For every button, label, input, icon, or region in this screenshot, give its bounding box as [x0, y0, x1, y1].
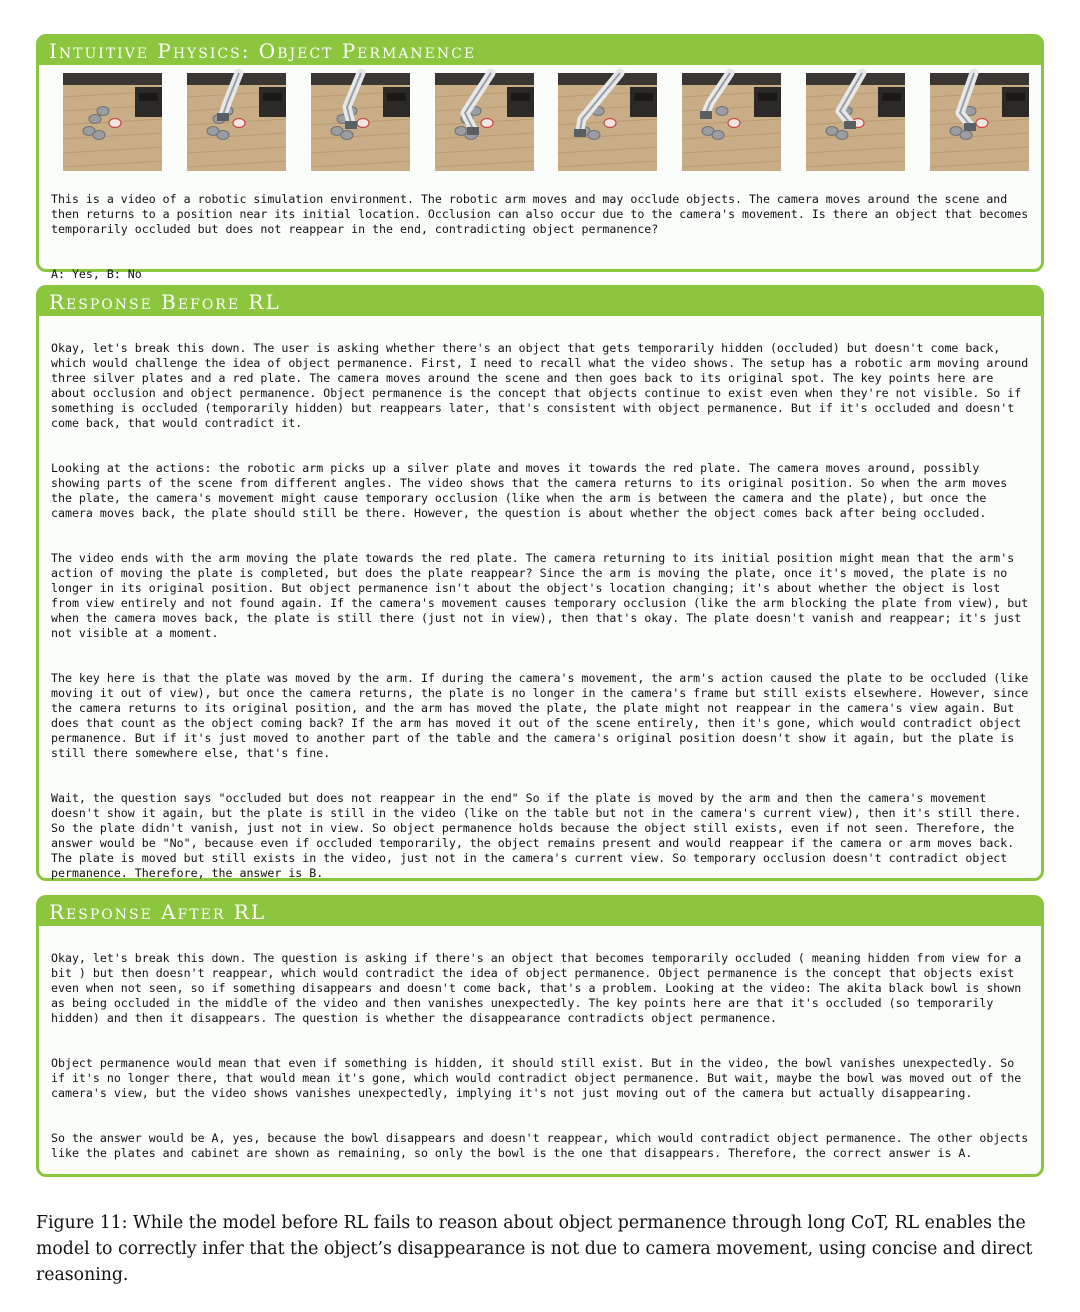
figure-caption: Figure 11: While the model before RL fails to reason about object permanence through long CoT, RL enables the model to correctly infer that the object’s disappearance is not due to camera movement, using concise and direct reasoning. — [36, 1213, 1033, 1285]
response-before-rl-title: Response Before RL — [39, 288, 1041, 316]
video-frame-6 — [682, 73, 781, 171]
video-frame-1 — [63, 73, 162, 171]
before-paragraph-4: The key here is that the plate was moved by the arm. If during the camera's movement, the arm's action caused the plate to be occluded (like moving it out of view), but once the camera returns, the plate is no longer in the camera's frame but still exists elsewhere. However, since the camera returns to its original position, and the arm has moved the plate, the plate might not reappear in the camera's view again. But does that count as the object coming back? If the arm has moved it out of the scene entirely, then it's gone, which would contradict object permanence. But if it's just moved to another part of the table and the camera's original position doesn't show it again, but the plate is still there somewhere else, that's fine. — [51, 671, 1029, 760]
question-panel — [36, 34, 1044, 281]
video-frames — [39, 65, 1041, 173]
video-frame-3 — [311, 73, 410, 171]
after-paragraph-1: Okay, let's break this down. The question is asking if there's an object that becomes temporarily occluded ( meaning hidden from view for a bit ) but then doesn't reappear, which would contradict the idea of object permanence. Object permanence is the concept that objects exist even when not seen, so if something disappears and doesn't come back, that's a problem. Looking at the video: The akita black bowl is shown as being occluded in the middle of the video and then vanishes unexpectedly. The key points here are that it's occluded (so temporarily hidden) and then it disappears. The question is whether the disappearance contradicts object permanence. — [51, 951, 1022, 1025]
question-panel-title: Intuitive Physics: Object Permanence — [39, 37, 1041, 65]
answer-options: A: Yes, B: No — [51, 267, 142, 281]
response-before-rl-panel — [36, 285, 1044, 881]
before-paragraph-3: The video ends with the arm moving the plate towards the red plate. The camera returning to its initial position might mean that the arm's action of moving the plate is completed, but does the plate reappear? Since the arm is moving the plate, once it's moved, the plate is no longer in its original position. But object permanence isn't about the object's location changing; it's about whether the object is lost from view entirely and not found again. If the camera's movement causes temporary occlusion (like the arm blocking the plate from view), but when the camera moves back, the plate is still there (just not in view), then that's okay. The plate doesn't vanish and reappear; it's just not visible at a moment. — [51, 551, 1029, 640]
before-paragraph-1: Okay, let's break this down. The user is asking whether there's an object that gets temporarily hidden (occluded) but doesn't come back, which would challenge the idea of object permanence. First, I need to recall what the video shows. The setup has a robotic arm moving around three silver plates and a red plate. The camera moves around the scene and then goes back to its original spot. The key points here are about occlusion and object permanence. Object permanence is the concept that objects continue to exist even when they're not visible. So if something is occluded (temporarily hidden) but reappears later, that's consistent with object permanence. But if it's occluded and doesn't come back, that would contradict it. — [51, 341, 1029, 430]
video-frame-5 — [558, 73, 657, 171]
response-after-rl-panel — [36, 895, 1044, 1177]
before-paragraph-2: Looking at the actions: the robotic arm picks up a silver plate and moves it towards the red plate. The camera moves around, possibly showing parts of the scene from different angles. The video shows that the camera returns to its original position. So when the arm moves the plate, the camera's movement might cause temporary occlusion (like when the arm is between the camera and the plate), but once the camera moves back, the plate should still be there. However, the question is about whether the object comes back after being occluded. — [51, 461, 1008, 520]
video-frame-7 — [806, 73, 905, 171]
after-paragraph-3: So the answer would be A, yes, because the bowl disappears and doesn't reappear, which would contradict object permanence. The other objects like the plates and cabinet are shown as remaining, so only the bowl is the one that disappears. Therefore, the correct answer is A. — [51, 1131, 1029, 1160]
video-frame-8 — [930, 73, 1029, 171]
video-frame-4 — [435, 73, 534, 171]
question-text: This is a video of a robotic simulation environment. The robotic arm moves and may occlude objects. The camera moves around the scene and then returns to a position near its initial location. Occlusion can also occur due to the camera's movement. Is there an object that becomes temporarily occluded but does not reappear in the end, contradicting object permanence? — [51, 192, 1029, 236]
before-paragraph-5: Wait, the question says "occluded but does not reappear in the end" So if the plate is moved by the arm and then the camera's movement doesn't show it again, but the plate is still in the video (like on the table but not in the camera's current view), then it's still there. So the plate didn't vanish, just not in view. So object permanence holds because the object still exists, even if not seen. Therefore, the answer would be "No", because even if occluded temporarily, the object remains present and would reappear if the camera or arm moves back. The plate is moved but still exists in the video, just not in the camera's current view. So temporary occlusion doesn't contradict object permanence. Therefore, the answer is B. — [51, 791, 1022, 880]
after-paragraph-2: Object permanence would mean that even if something is hidden, it should still exist. But in the video, the bowl vanishes unexpectedly. So if it's no longer there, that would mean it's gone, which would contradict object permanence. But wait, maybe the bowl was moved out of the camera's view, but the video shows vanishes unexpectedly, implying it's not just moving out of the camera but actually disappearing. — [51, 1056, 1022, 1100]
video-frame-2 — [187, 73, 286, 171]
response-after-rl-title: Response After RL — [39, 898, 1041, 926]
